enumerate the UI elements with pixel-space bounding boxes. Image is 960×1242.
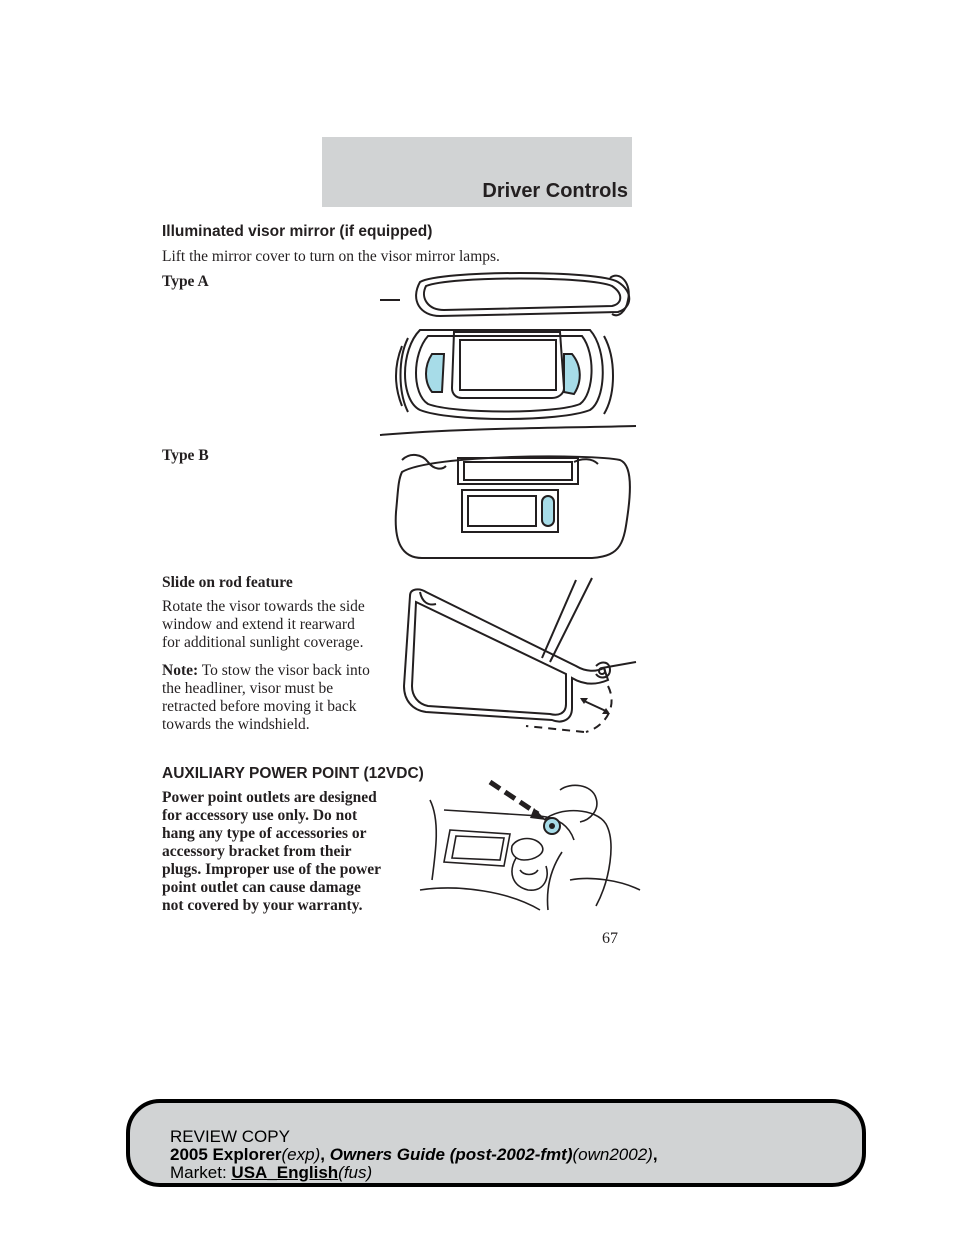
- footer-market-code: (fus): [338, 1163, 373, 1182]
- footer-market-line: [170, 1164, 372, 1182]
- section-header-band: [322, 137, 632, 207]
- slide-on-rod-description: Rotate the visor towards the side window and extend it rearward for additional sunlight coverage.: [162, 598, 365, 651]
- footer-sep-1: ,: [320, 1145, 325, 1164]
- page-number: 67: [602, 930, 618, 947]
- slide-on-rod-note: [162, 662, 374, 734]
- footer-model: 2005 Explorer: [170, 1145, 282, 1164]
- note-label: Note:: [162, 662, 199, 679]
- power-point-illustration: [420, 780, 640, 920]
- type-b-label: Type B: [162, 447, 209, 464]
- type-a-visor-mirror-illustration: [380, 270, 636, 440]
- footer-model-line: [170, 1146, 658, 1164]
- footer-model-code: (exp): [281, 1145, 321, 1164]
- type-b-visor-mirror-illustration: [392, 452, 632, 562]
- aux-power-heading: AUXILIARY POWER POINT (12VDC): [162, 765, 424, 782]
- slide-on-rod-illustration: [396, 576, 636, 736]
- visor-mirror-heading: Illuminated visor mirror (if equipped): [162, 223, 433, 240]
- aux-power-warning: Power point outlets are designed for accessory use only. Do not hang any type of accessories or accessory bracket from their plugs. Improper use of the power point outlet can cause damage not covered by your warranty.: [162, 789, 381, 914]
- footer-market-label: Market:: [170, 1163, 227, 1182]
- footer-market: USA_English: [231, 1163, 339, 1182]
- footer-guide: Owners Guide (post-2002-fmt): [329, 1145, 573, 1164]
- footer-sep-2: ,: [652, 1145, 658, 1164]
- section-title: Driver Controls: [482, 180, 628, 202]
- footer-review-copy: REVIEW COPY: [170, 1127, 290, 1146]
- footer-review-box: [126, 1099, 866, 1187]
- type-a-label: Type A: [162, 273, 209, 290]
- footer-guide-code: (own2002): [572, 1145, 653, 1164]
- slide-on-rod-heading: Slide on rod feature: [162, 574, 293, 591]
- visor-mirror-instruction: Lift the mirror cover to turn on the visor mirror lamps.: [162, 248, 500, 265]
- note-text: To stow the visor back into the headliner, visor must be retracted before moving it back towards the windshield.: [162, 662, 370, 733]
